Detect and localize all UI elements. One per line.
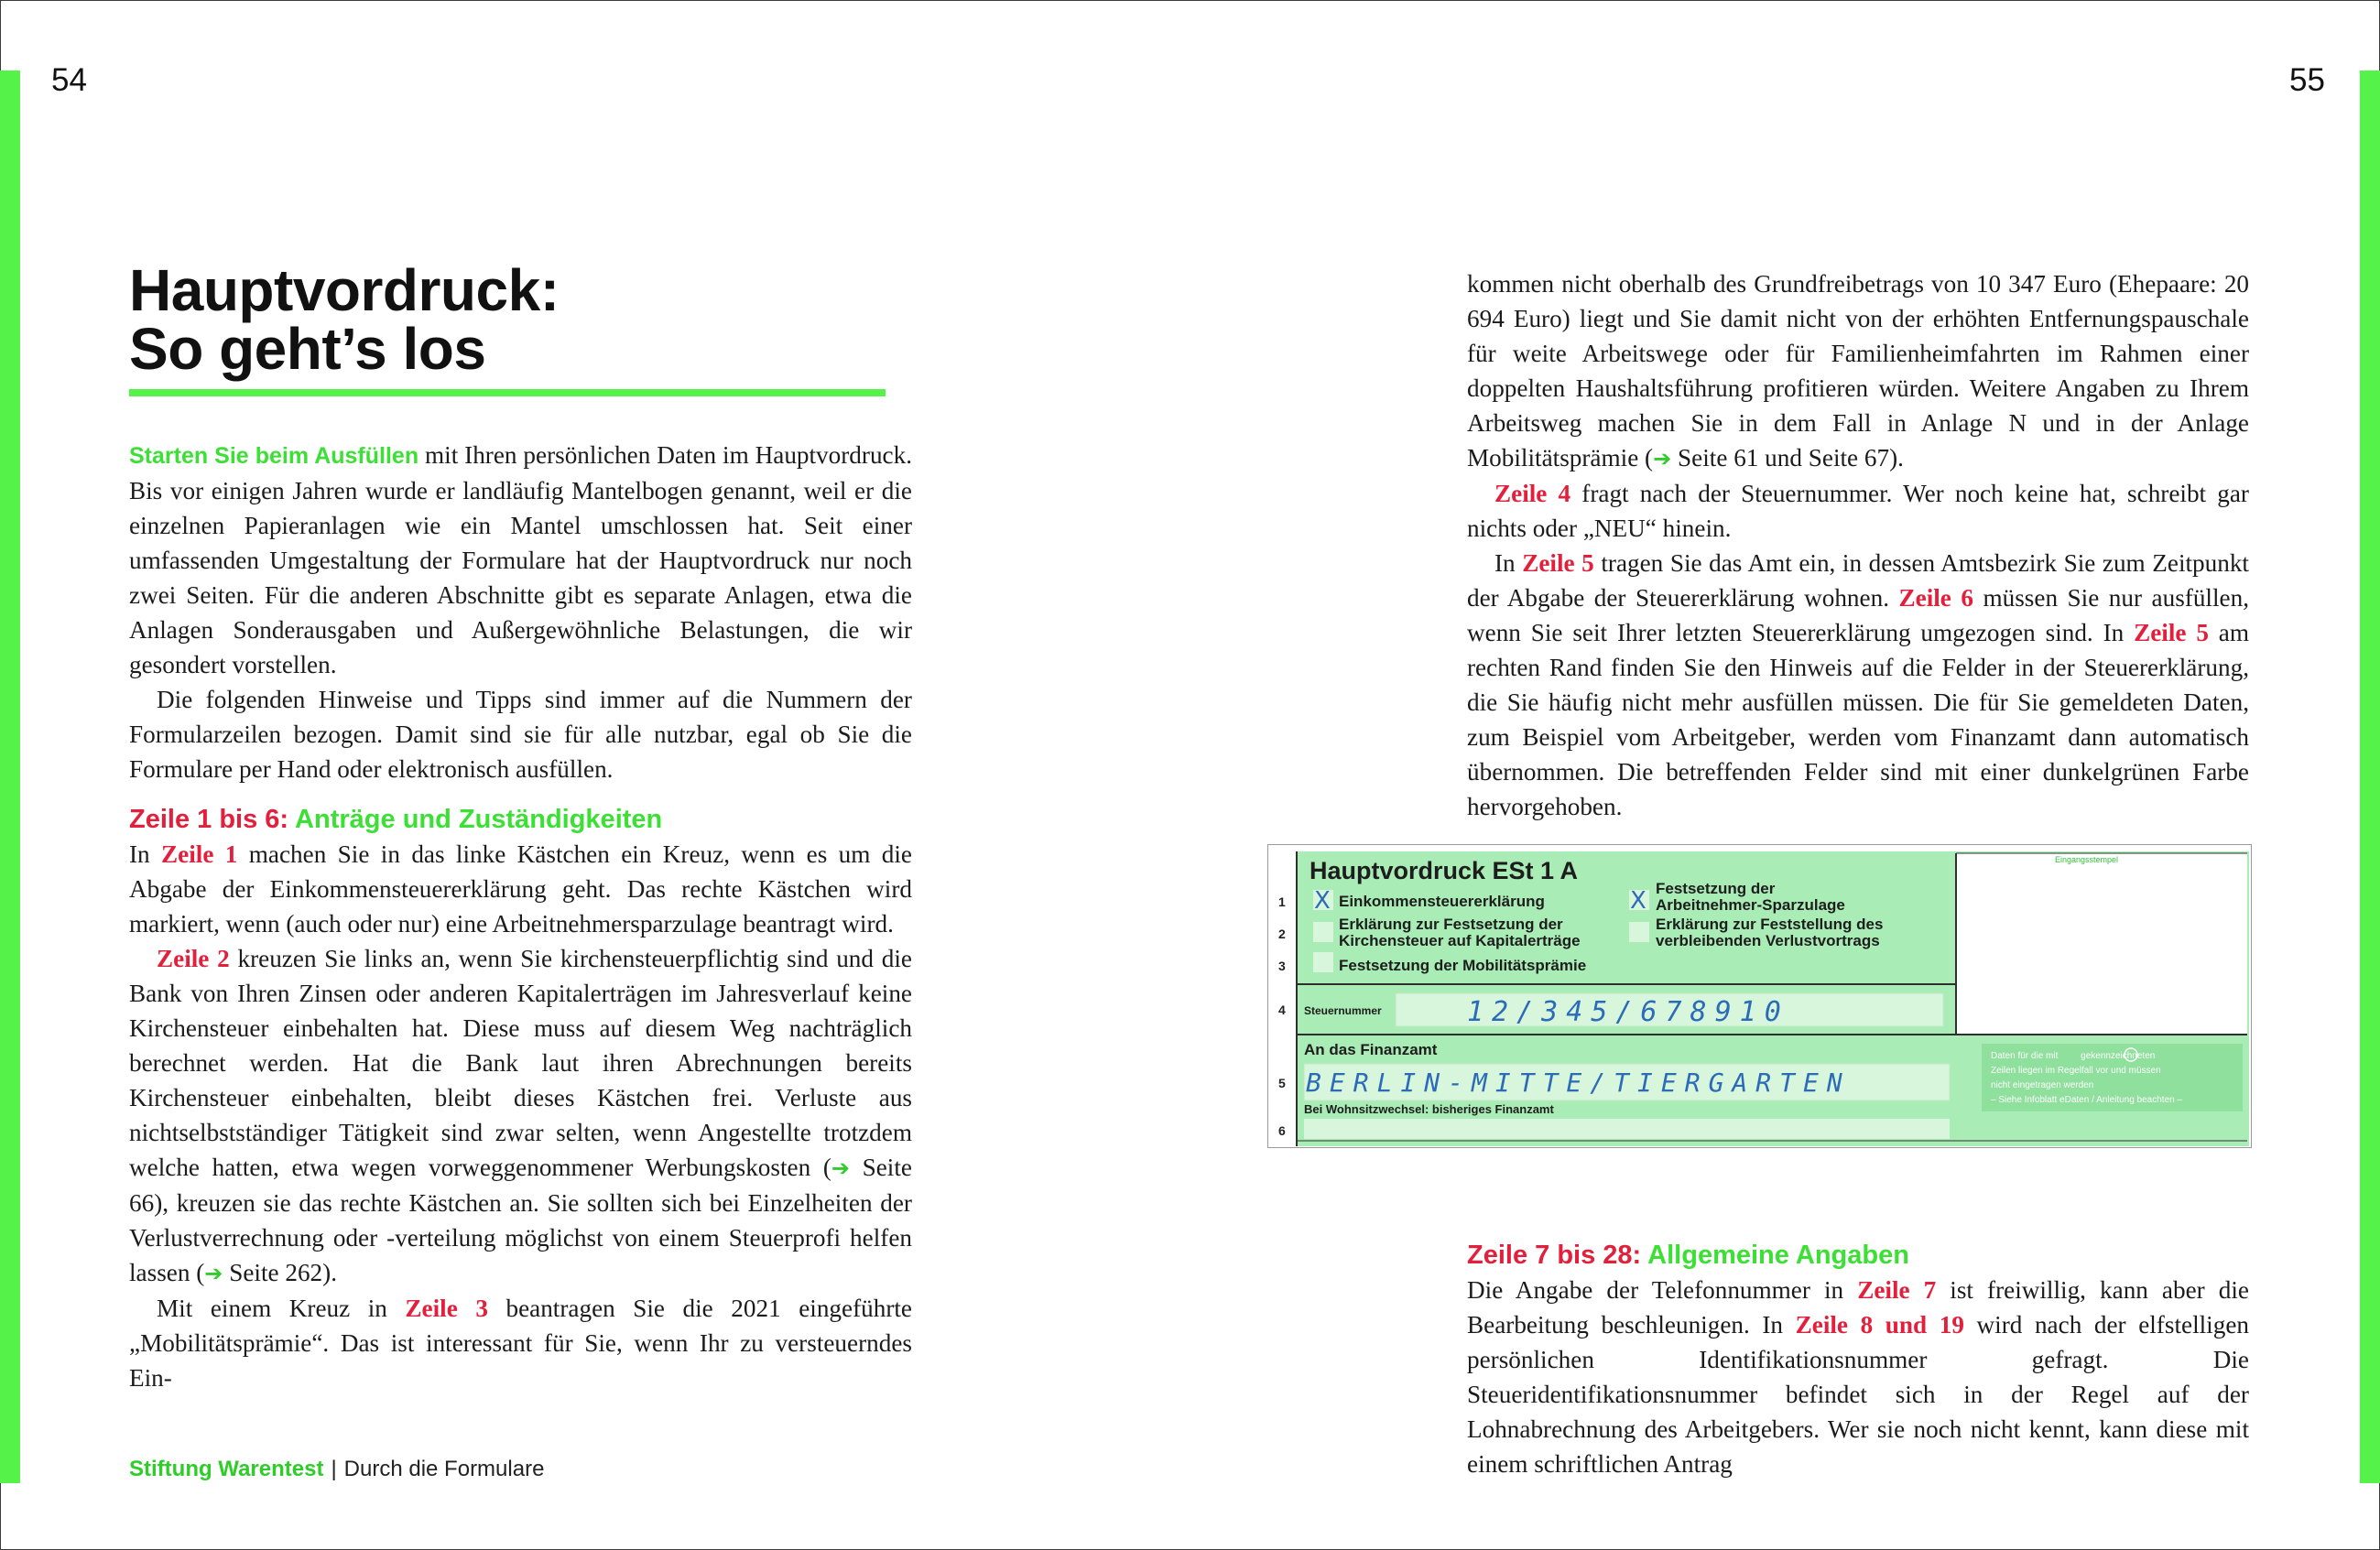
text-run: Mit einem Kreuz in (157, 1295, 406, 1322)
text-run: tragen Sie das Amt ein, in dessen Amtsbezirk Sie zum Zeitpunkt der Abgabe der Steuererklärung wohnen. (1467, 549, 2249, 612)
paragraph-zeile-3 (129, 1291, 912, 1395)
line-ref: Zeile 7 (1857, 1276, 1937, 1304)
line-ref: Zeile 1 (161, 840, 238, 868)
text-run: Seite 262). (223, 1259, 337, 1286)
intro-text: mit Ihren persönlichen Daten im Hauptvordruck. Bis vor einigen Jahren wurde er landläufig Mantelbogen genannt, weil er die einzelnen Papieranlagen wie ein Mantel umschlossen hat. Seit einer umfassenden Umgestaltung der Formulare hat der Hauptvordruck nur noch zwei Seiten. Für die anderen Abschnitte gibt es separate Anlagen, etwa die Anlagen Sonderausgaben und Außergewöhnliche Belastungen, die wir gesondert vorstellen. (129, 441, 912, 678)
form-row2-right-2: verbleibenden Verlustvortrags (1656, 932, 1880, 949)
left-margin-bar (0, 70, 20, 1483)
section-heading-1 (129, 802, 912, 837)
checkbox-mark-1: X (1314, 887, 1331, 915)
text-run: müssen Sie nur ausfüllen, wenn Sie seit Ihrer letzten Steuererklärung umgezogen sind. In (1467, 584, 2249, 646)
line-ref: Zeile 4 (1494, 480, 1571, 507)
text-run: machen Sie in das linke Kästchen ein Kreuz, wenn es um die Abgabe der Einkommensteuererklärung geht. Das rechte Kästchen wird markiert, wenn (auch oder nur) eine Arbeitnehmersparzulage beantragt wird. (129, 840, 912, 938)
footer (129, 1457, 544, 1482)
paragraph-continued (1467, 266, 2249, 476)
footer-section: Durch die Formulare (343, 1457, 545, 1481)
arrow-right-icon: ➔ (831, 1155, 850, 1181)
section-heading-1-title: Anträge und Zuständigkeiten (288, 805, 663, 834)
section-heading-2 (1467, 1238, 2249, 1273)
section-heading-2-ref: Zeile 7 bis 28: (1467, 1241, 1642, 1270)
text-run: Seite 66), kreuzen sie das rechte Kästchen an. Sie sollten sich bei Einzelheiten der Verlustverrechnung oder -verteilung möglichst von einem Steuerprofi helfen lassen ( (129, 1154, 912, 1286)
row-number-1: 1 (1278, 894, 1286, 909)
paragraph-zeile-7 (1467, 1273, 2249, 1481)
form-stamp-label: Eingangsstempel (2055, 855, 2119, 864)
row-number-4: 4 (1278, 1003, 1286, 1017)
right-column-text-bottom (1467, 1238, 2249, 1481)
intro-paragraph (129, 438, 912, 682)
page-number-right: 55 (2289, 62, 2325, 98)
line-ref: Zeile 2 (157, 945, 230, 972)
paragraph-2: Die folgenden Hinweise und Tipps sind immer auf die Nummern der Formularzeilen bezogen. Damit sind sie für alle nutzbar, egal ob Sie die Formulare per Hand oder elektronisch ausfüllen. (129, 686, 912, 783)
form-row2-right-1: Erklärung zur Feststellung des (1656, 916, 1884, 933)
finanzamt-label: An das Finanzamt (1304, 1041, 1438, 1058)
form-row2-left-1: Erklärung zur Festsetzung der (1339, 916, 1563, 933)
section-heading-2-title: Allgemeine Angaben (1641, 1241, 1909, 1270)
title-line-2: So geht’s los (129, 316, 486, 382)
paragraph-zeile-4 (1467, 476, 2249, 546)
row-number-2: 2 (1278, 927, 1286, 941)
line-ref: Zeile 5 (1522, 549, 1594, 577)
text-run: am rechten Rand finden Sie den Hinweis auf die Felder in der Steuererklärung, die Sie häufig nicht mehr ausfüllen müssen. Die für Sie gemeldeten Daten, zum Beispiel vom Arbeitgeber, werden vom Finanzamt dann automatisch übernommen. Die betreffenden Felder sind mit einer dunkelgrünen Farbe hervorgehoben. (1467, 619, 2249, 820)
text-run: In (129, 840, 162, 868)
form-title: Hauptvordruck ESt 1 A (1310, 857, 1579, 884)
text-run: fragt nach der Steuernummer. Wer noch keine hat, schreibt gar nichts oder „NEU“ hinein. (1467, 480, 2249, 542)
text-run: ist freiwillig, kann aber die Bearbeitung beschleunigen. In (1467, 1276, 2249, 1339)
line-ref: Zeile 3 (405, 1295, 488, 1322)
title-underline (129, 389, 886, 396)
edaten-note-4: nicht eingetragen werden (1991, 1080, 2094, 1090)
page-title (129, 257, 560, 382)
finanzamt-value: BERLIN-MITTE/TIERGARTEN (1306, 1068, 1851, 1098)
footer-brand: Stiftung Warentest (129, 1457, 324, 1481)
paragraph-zeile-1 (129, 837, 912, 941)
text-run: beantragen Sie die 2021 eingeführte „Mobilitätsprämie“. Das ist interessant für Sie, wenn Ihr zu versteuerndes Ein- (129, 1295, 912, 1392)
tax-form-illustration (1267, 844, 2252, 1148)
form-row1-right-2: Arbeitnehmer-Sparzulage (1656, 896, 1845, 914)
steuernummer-value: 12/345/678910 (1467, 996, 1789, 1028)
line-ref: Zeile 8 und 19 (1795, 1311, 1964, 1339)
form-row2-left-2: Kirchensteuer auf Kapitalerträge (1339, 932, 1581, 949)
page-number-left: 54 (51, 62, 87, 98)
form-row1-left: Einkommensteuererklärung (1339, 893, 1545, 910)
paragraph-zeile-5 (1467, 546, 2249, 824)
right-margin-bar (2360, 70, 2380, 1483)
text-run: Daten für die mit (1991, 1051, 2059, 1061)
row-number-3: 3 (1278, 959, 1286, 973)
text-run: kommen nicht oberhalb des Grundfreibetrags von 10 347 Euro (Ehepaare: 20 694 Euro) liegt und Sie damit nicht von der erhöhten Entfernungspauschale für weite Arbeitswege oder für Familienheimfahrten im Rahmen einer doppelten Haushaltsführung profitieren würden. Weitere Angaben zu Ihrem Arbeitsweg machen Sie in dem Fall in Anlage N und in der Anlage Mobilitätsprämie ( (1467, 270, 2249, 472)
intro-lead: Starten Sie beim Ausfüllen (129, 443, 419, 469)
section-heading-1-ref: Zeile 1 bis 6: (129, 805, 289, 834)
arrow-right-icon: ➔ (204, 1261, 223, 1286)
text-run: In (1494, 549, 1523, 577)
text-run: kreuzen Sie links an, wenn Sie kirchensteuerpflichtig sind und die Bank von Ihren Zinsen oder anderen Kapitalerträgen im Jahresverlauf keine Kirchensteuer einbehalten hat. Diese muss auf diesem Weg nachträglich berechnet werden. Hat die Bank laut ihren Abrechnungen bereits Kirchensteuer einbehalten, bleibt dieses Kästchen frei. Verluste aus nichtselbstständiger Tätigkeit sind zwar selten, wenn Angestellte trotzdem welche hatten, etwa wegen vorweggenommener Werbungskosten ( (129, 945, 912, 1181)
row-number-5: 5 (1278, 1076, 1286, 1090)
footer-separator: | (331, 1457, 337, 1481)
text-run: wird nach der elfstelligen persönlichen Identifikationsnummer gefragt. Die Steueridentifikationsnummer befindet sich in der Regel auf der Lohnabrechnung des Arbeitgebers. Wer sie noch nicht kennt, kann diese mit einem schriftlichen Antrag (1467, 1311, 2249, 1478)
form-row3-left: Festsetzung der Mobilitätsprämie (1339, 957, 1587, 974)
edaten-note-3: Zeilen liegen im Regelfall vor und müssen (1991, 1066, 2161, 1076)
title-line-1: Hauptvordruck: (129, 257, 560, 323)
line-ref: Zeile 6 (1898, 584, 1973, 612)
row-number-6: 6 (1278, 1123, 1286, 1138)
text-run: Seite 61 und Seite 67). (1671, 444, 1904, 472)
form-row1-right-1: Festsetzung der (1656, 880, 1776, 897)
text-run: Die Angabe der Telefonnummer in (1467, 1276, 1858, 1304)
checkbox-mark-2: X (1630, 887, 1646, 915)
wohnsitz-label: Bei Wohnsitzwechsel: bisheriges Finanzamt (1304, 1102, 1554, 1116)
right-column-text-top (1467, 266, 2249, 824)
line-ref: Zeile 5 (2134, 619, 2209, 646)
steuernummer-label: Steuernummer (1304, 1004, 1382, 1017)
left-column-text (129, 438, 912, 1395)
arrow-right-icon: ➔ (1653, 446, 1672, 472)
paragraph-zeile-2 (129, 941, 912, 1291)
text-run: gekennzeichneten (2081, 1051, 2156, 1061)
edaten-note-5: – Siehe Infoblatt eDaten / Anleitung beachten – (1991, 1095, 2183, 1105)
